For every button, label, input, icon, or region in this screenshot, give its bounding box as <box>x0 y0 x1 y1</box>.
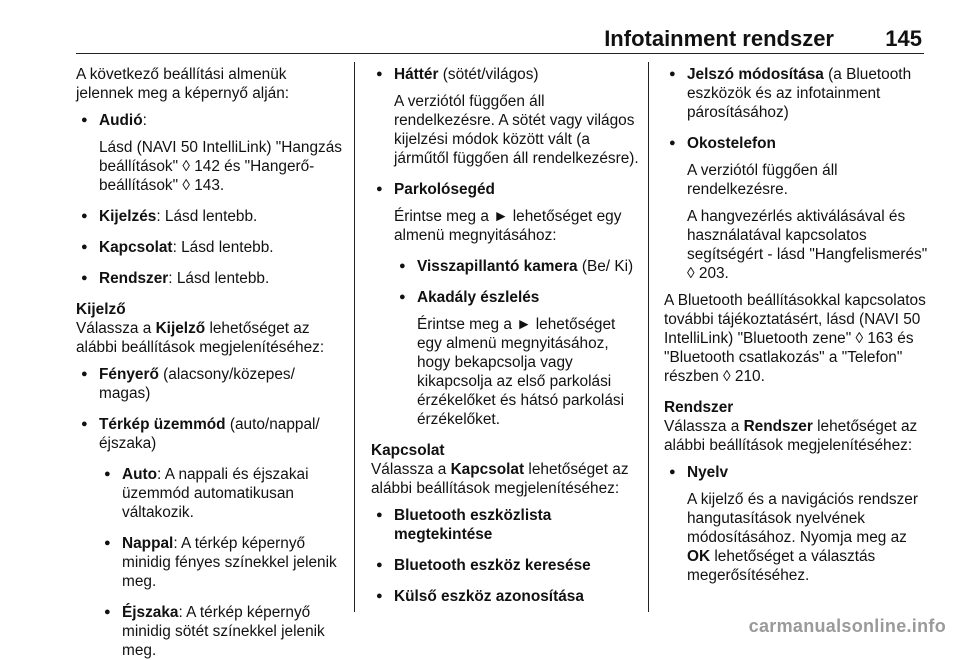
sublist-item-visszapillanto: ● Visszapillantó kamera (Be/ Ki) <box>371 257 641 276</box>
section-heading-rendszer: Rendszer <box>664 399 734 416</box>
list-item-parkolosegéd: ● Parkolósegéd <box>371 180 641 199</box>
bluetooth-paragraph: A Bluetooth beállításokkal kapcsolatos további tájékoztatásért, lásd (NAVI 50 IntelliLink) "Bluetooth zene" ◊ 163 és "Bluetooth csatlakozás" a "Telefon" részben ◊ 210. <box>664 292 926 385</box>
list-item-kijelzes: ● Kijelzés: Lásd lentebb. <box>76 207 346 226</box>
list-item-kapcsolat: ● Kapcsolat: Lásd lentebb. <box>76 238 346 257</box>
section-heading-kapcsolat: Kapcsolat <box>371 442 445 459</box>
sublist-item-auto: ● Auto: A nappali és éjszakai üzemmód automatikusan váltakozik. <box>76 465 346 522</box>
sublist-item-nappal: ● Nappal: A térkép képernyő minidig fényes színekkel jelenik meg. <box>76 534 346 591</box>
list-item-bt-list: ● Bluetooth eszközlista megtekintése <box>371 506 641 544</box>
okostelefon-description-1: A verziótól függően áll rendelkezésre. <box>687 162 838 198</box>
sublist-item-akadaly: ● Akadály észlelés <box>371 288 641 307</box>
list-item-rendszer: ● Rendszer: Lásd lentebb. <box>76 269 346 288</box>
list-item-okostelefon: ● Okostelefon <box>664 134 934 153</box>
column-1 <box>76 65 346 660</box>
sublist-item-ejszaka: ● Éjszaka: A térkép képernyő minidig sötét színekkel jelenik meg. <box>76 603 346 660</box>
rendszer-intro: Válassza a Rendszer lehetőséget az alábbi beállítások megjelenítéséhez: <box>664 418 918 454</box>
column-divider-1 <box>354 62 355 612</box>
parkolosegéd-description: Érintse meg a ► lehetőséget egy almenü megnyitásához: <box>394 208 622 244</box>
list-item-jelszo: ● Jelszó módosítása (a Bluetooth eszközök és az infotainment párosításához) <box>664 65 934 122</box>
nyelv-description: A kijelző és a navigációs rendszer hangutasítások nyelvének módosításához. Nyomja meg az OK lehetőséget a választás megerősítéséhez. <box>687 491 918 584</box>
hatter-description: A verziótól függően áll rendelkezésre. A sötét vagy világos kijelzési módok között vált (a járműtől függően áll rendelkezésre). <box>394 93 639 167</box>
list-item-audio: ● Audió: <box>76 111 346 130</box>
column-divider-2 <box>648 62 649 612</box>
section-heading-kijelzo: Kijelző <box>76 301 126 318</box>
list-item-bt-external: ● Külső eszköz azonosítása <box>371 587 641 606</box>
kijelzo-intro: Válassza a Kijelző lehetőséget az alábbi beállítások megjelenítéséhez: <box>76 320 325 356</box>
okostelefon-description-2: A hangvezérlés aktiválásával és használatával kapcsolatos segítségért - lásd "Hangfelismerés" ◊ 203. <box>687 208 928 282</box>
list-item-fenyero: ● Fényerő (alacsony/közepes/ magas) <box>76 365 346 403</box>
column-3 <box>664 65 934 585</box>
akadaly-description: Érintse meg a ► lehetőséget egy almenü megnyitásához, hogy bekapcsolja vagy kikapcsolja az első parkolási érzékelőket és hátsó parkolási érzékelőket. <box>417 316 625 428</box>
list-item-bt-search: ● Bluetooth eszköz keresése <box>371 556 641 575</box>
kapcsolat-intro: Válassza a Kapcsolat lehetőséget az alábbi beállítások megjelenítéséhez: <box>371 461 629 497</box>
watermark: carmanualsonline.info <box>748 616 946 636</box>
intro-text: A következő beállítási almenük jelennek meg a képernyő alján: <box>76 66 290 102</box>
list-item-nyelv: ● Nyelv <box>664 463 934 482</box>
audio-description: Lásd (NAVI 50 IntelliLink) "Hangzás beállítások" ◊ 142 és "Hangerő-beállítások" ◊ 143. <box>99 139 342 194</box>
list-item-hatter: ● Háttér (sötét/világos) <box>371 65 641 84</box>
list-item-terkep: ● Térkép üzemmód (auto/nappal/ éjszaka) <box>76 415 346 453</box>
header-rule <box>76 53 924 54</box>
running-header-title: Infotainment rendszer <box>604 26 834 51</box>
page-number: 145 <box>885 26 922 51</box>
column-2 <box>371 65 641 606</box>
